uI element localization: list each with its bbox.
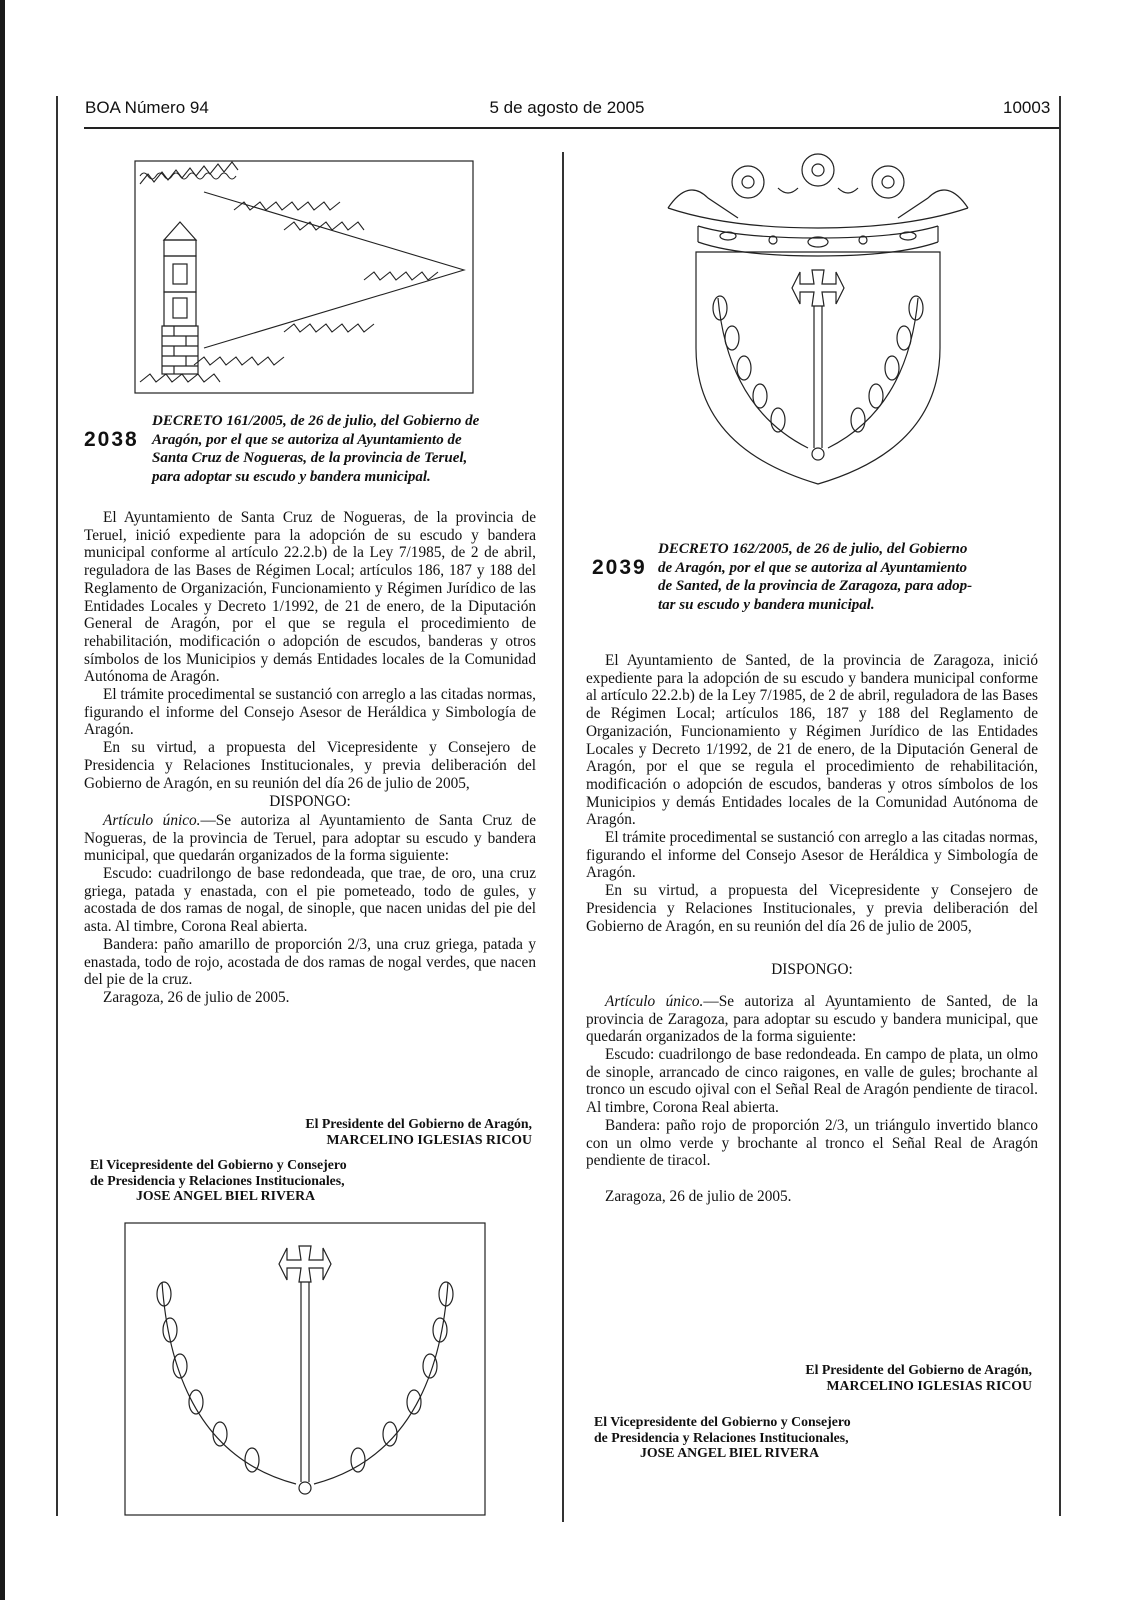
decree-2039-paragraph: En su virtud, a propuesta del Vicepresidente y Consejero de Presidencia y Relaciones Institucionales, y previa deliberación del Gobierno de Aragón, en su reunión del día 26 de julio de 2005, <box>586 882 1038 935</box>
page-number: 10003 <box>1003 98 1051 117</box>
decree-2038-vicepresident-signature <box>90 1157 430 1204</box>
decree-2039-number: 2039 <box>592 556 647 579</box>
right-margin-rule <box>1059 96 1061 1516</box>
decree-2039-title-line: de Santed, de la provincia de Zaragoza, para adop- <box>658 578 973 594</box>
signature-line: El Vicepresidente del Gobierno y Consejero <box>594 1414 851 1429</box>
decree-2039-date: Zaragoza, 26 de julio de 2005. <box>605 1187 792 1205</box>
decree-2039-title-line: tar su escudo y bandera municipal. <box>658 596 875 613</box>
signature-name: JOSE ANGEL BIEL RIVERA <box>136 1188 316 1203</box>
decree-2038-paragraph: En su virtud, a propuesta del Vicepresidente y Consejero de Presidencia y Relaciones Institucionales, y previa deliberación del Gobierno de Aragón, en su reunión del día 26 de julio de 2005, <box>84 739 536 792</box>
decree-2039-escudo: Escudo: cuadrilongo de base redondeada. En campo de plata, un olmo de sinople, arrancado de cinco raigones, en valle de gules; brochante al tronco un escudo ojival con el Señal Real de Aragón pendiente de tiracol. Al timbre, Corona Real abierta. <box>586 1046 1038 1117</box>
decree-2038-date: Zaragoza, 26 de julio de 2005. <box>103 988 290 1006</box>
decree-2039-bandera: Bandera: paño rojo de proporción 2/3, un triángulo invertido blanco con un olmo verde y brochante al tronco el Señal Real de Aragón pendiente de tiracol. <box>586 1116 1038 1170</box>
decree-2038-title-line: Santa Cruz de Nogueras, de la provincia de Teruel, <box>152 450 468 466</box>
bulletin-date: 5 de agosto de 2005 <box>489 98 645 117</box>
decree-2038-paragraph: El Ayuntamiento de Santa Cruz de Nogueras, de la provincia de Teruel, inició expediente para la adopción de su escudo y bandera municipal conforme al artículo 22.2.b) de la Ley 7/1985, de 2 de abril, reguladora de las Bases de Régimen Local; artículos 186, 187 y 188 del Reglamento de Organización, Funcionamiento y Régimen Jurídico de las Entidades Locales y Decreto 1/1992, de 21 de enero, de la Diputación General de Aragón, por el que se regula el procedimiento de rehabilitación, modificación o adopción de escudos, banderas y otros símbolos de los Municipios y demás Entidades locales de la Comunidad Autónoma de Aragón. <box>84 509 536 686</box>
decree-2038-number: 2038 <box>84 428 139 451</box>
signature-name: MARCELINO IGLESIAS RICOU <box>326 1131 532 1147</box>
decree-2038-title-line: para adoptar su escudo y bandera municipal. <box>152 468 431 485</box>
decree-2039-vicepresident-signature <box>594 1414 934 1461</box>
decree-2038-escudo: Escudo: cuadrilongo de base redondeada, que trae, de oro, una cruz griega, patada y enastada, con el pie pometeado, todo de gules, y acostada de dos ramas de nogal, de sinople, que nacen unidas del pie del asta. Al timbre, Corona Real abierta. <box>84 865 536 936</box>
signature-line: de Presidencia y Relaciones Institucionales, <box>594 1429 849 1445</box>
signature-line: El Presidente del Gobierno de Aragón, <box>805 1362 1032 1377</box>
decree-2038-body <box>84 509 536 1007</box>
decree-2038-title <box>152 412 542 486</box>
decree-2039-paragraph: El Ayuntamiento de Santed, de la provincia de Zaragoza, inició expediente para la adopción de su escudo y bandera municipal conforme al artículo 22.2.b) de la Ley 7/1985, de 2 de abril, reguladora de las Bases de Régimen Local; artículos 186, 187 y 188 del Reglamento de Organización, Funcionamiento y Régimen Jurídico de las Entidades Locales y Decreto 1/1992, de 21 de enero, de la Diputación General de Aragón, por el que se regula el procedimiento de rehabilitación, modificación o adopción de escudos, banderas y otros símbolos de los Municipios y demás Entidades locales de la Comunidad Autónoma de Aragón. <box>586 652 1038 829</box>
signature-name: JOSE ANGEL BIEL RIVERA <box>640 1445 820 1460</box>
signature-line: de Presidencia y Relaciones Institucionales, <box>90 1172 345 1188</box>
decree-2038-article <box>84 812 536 865</box>
article-label: Artículo único. <box>103 811 201 829</box>
decree-2039-paragraph: El trámite procedimental se sustanció con arreglo a las citadas normas, figurando el informe del Consejo Asesor de Heráldica y Simbología de Aragón. <box>586 829 1038 882</box>
decree-2039-president-signature <box>660 1362 1032 1393</box>
decree-2038-title-line: DECRETO 161/2005, de 26 de julio, del Gobierno de <box>152 413 480 429</box>
decree-2038-title-line: Aragón, por el que se autoriza al Ayuntamiento de <box>152 431 462 448</box>
coat-of-arms-illustration <box>648 148 988 488</box>
article-label: Artículo único. <box>605 992 704 1010</box>
decree-2039-dispongo: DISPONGO: <box>771 961 853 979</box>
decree-2038-bandera: Bandera: paño amarillo de proporción 2/3, una cruz griega, patada y enastada, todo de rojo, acostada de dos ramas de nogal verdes, que nacen del pie de la cruz. <box>84 935 536 989</box>
flag-2038-illustration <box>124 1222 486 1516</box>
scan-edge <box>0 0 5 1600</box>
decree-2039-body <box>586 652 1038 1206</box>
decree-2038-dispongo: DISPONGO: <box>269 793 351 811</box>
signature-name: MARCELINO IGLESIAS RICOU <box>826 1377 1032 1393</box>
decree-2039-article <box>586 993 1038 1046</box>
column-divider <box>562 152 564 1522</box>
bulletin-number: BOA Número 94 <box>85 98 209 117</box>
article-text: —Se autoriza al Ayuntamiento de Santed, de la provincia de Zaragoza, para adoptar su escudo y bandera municipal, que quedarán organizados de la forma siguiente: <box>586 992 1038 1046</box>
signature-line: El Presidente del Gobierno de Aragón, <box>305 1116 532 1131</box>
decree-2038-paragraph: El trámite procedimental se sustanció con arreglo a las citadas normas, figurando el informe del Consejo Asesor de Heráldica y Simbología de Aragón. <box>84 686 536 739</box>
header-rule <box>84 127 1061 129</box>
article-text: —Se autoriza al Ayuntamiento de Santa Cruz de Nogueras, de la provincia de Teruel, para adoptar su escudo y bandera municipal, que quedarán organizados de la forma siguiente: <box>84 811 536 865</box>
flag-illustration <box>134 160 474 394</box>
decree-2039-title <box>658 540 1048 614</box>
decree-2039-title-line: DECRETO 162/2005, de 26 de julio, del Gobierno <box>658 541 968 557</box>
decree-2039-title-line: de Aragón, por el que se autoriza al Ayuntamiento <box>658 559 968 576</box>
left-margin-rule <box>56 96 58 1516</box>
decree-2038-president-signature <box>160 1116 532 1147</box>
signature-line: El Vicepresidente del Gobierno y Consejero <box>90 1157 347 1172</box>
